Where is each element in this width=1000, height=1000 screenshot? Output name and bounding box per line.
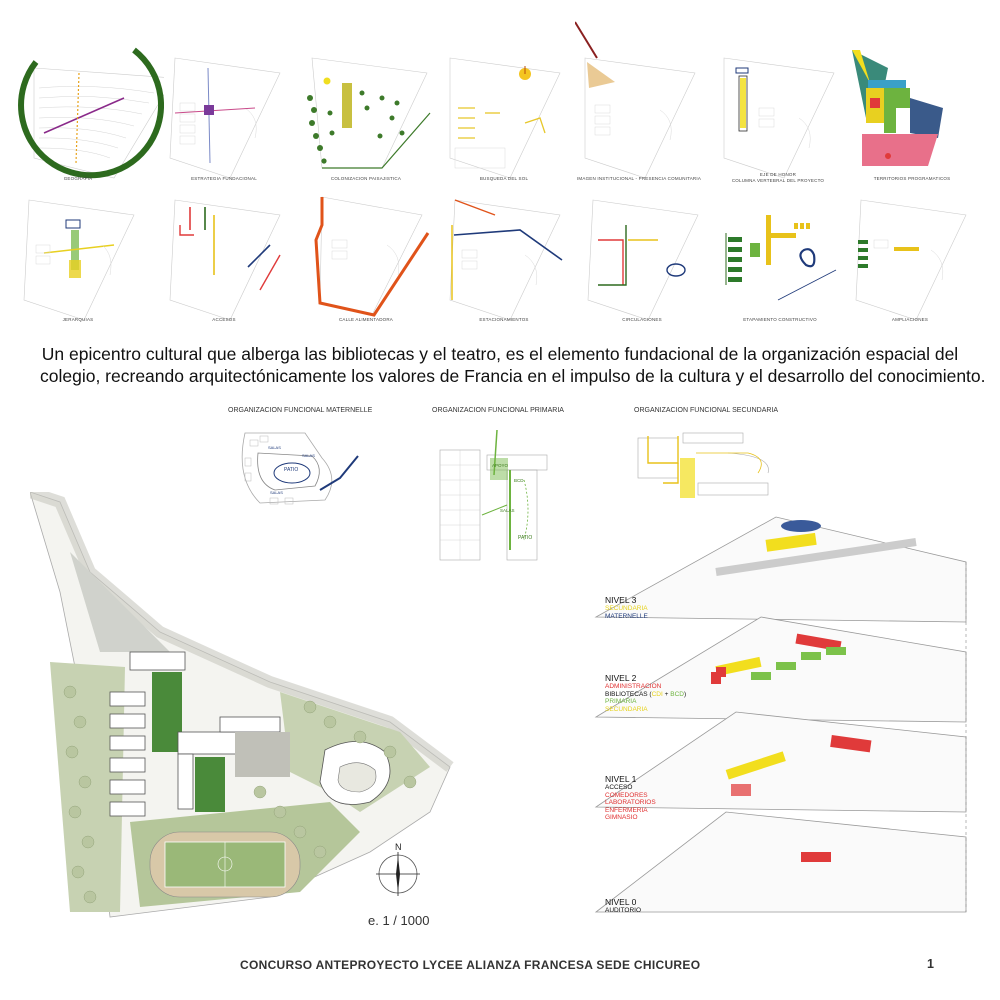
headline-line-2: colegio, recreando arquitectónicamente los valores de Francia en el impulso de la cultura y el desarrollo del conocimiento. [40, 366, 986, 386]
diagram-label: IMAGEN INSTITUCIONAL - PRESENCIA COMUNITARIA [576, 176, 702, 181]
level-name: NIVEL 3 [605, 595, 637, 605]
diagram-estrategia-fundacional [160, 38, 288, 188]
org-title-maternelle: ORGANIZACION FUNCIONAL MATERNELLE [228, 407, 373, 414]
plan-secundaria [628, 418, 788, 518]
legend-item-secundaria: SECUNDARIA [605, 605, 648, 612]
diagram-label: COLONIZACION PAISAJISTICA [330, 176, 402, 181]
salas-label: SALAS [268, 445, 281, 450]
patio-label: PATIO [284, 467, 299, 473]
diagram-label: CALLE ALIMENTADORA [338, 317, 394, 322]
salas-label: SALAS [302, 453, 315, 458]
diagram-imagen-institucional [575, 20, 703, 181]
diagram-label: ACCESOS [212, 317, 236, 322]
diagram-geografia [14, 38, 142, 188]
diagram-etapamiento-constructivo [716, 185, 844, 335]
diagram-label: ETAPAMIENTO CONSTRUCTIVO [743, 317, 817, 322]
legend-text: BIBLIOTECAS ( [605, 690, 652, 698]
diagram-label-secondary: COLUMNA VERTEBRAL DEL PROYECTO [731, 178, 825, 183]
diagram-label: GEOGRAFIA [63, 176, 93, 181]
salas-label: SALAS [500, 508, 515, 513]
page-number: 1 [927, 957, 934, 971]
diagram-jerarquias [14, 185, 142, 335]
diagram-circulaciones [578, 185, 706, 335]
salas-label: SALAS [270, 490, 283, 495]
diagram-colonizacion-paisajistica [302, 38, 430, 188]
diagram-label: TERRITORIOS PROGRAMATICOS [873, 176, 951, 181]
bcd-label: BCD [514, 478, 524, 483]
legend-item-primaria: PRIMARIA [605, 698, 637, 705]
legend-item-auditorio: AUDITORIO [605, 907, 641, 914]
legend-item-secundaria: SECUNDARIA [605, 705, 648, 713]
diagram-ampliaciones [846, 185, 974, 335]
diagram-label: ESTACIONAMIENTOS [479, 317, 529, 322]
legend-item-gimnasio: GIMNASIO [605, 814, 638, 821]
legend-text-plus: + [664, 690, 669, 698]
scale-label: e. 1 / 1000 [368, 913, 430, 928]
level-name: NIVEL 0 [605, 897, 637, 907]
level-3-legend [605, 596, 648, 620]
diagram-label: JERARQUIAS [62, 317, 94, 322]
legend-item-administracion: ADMINISTRACION [605, 683, 662, 690]
diagram-label: ESTRATEGIA FUNDACIONAL [191, 176, 257, 181]
diagram-label: BUSQUEDA DEL SOL [479, 176, 529, 181]
footer-title: CONCURSO ANTEPROYECTO LYCEE ALIANZA FRANCESA SEDE CHICUREO [240, 958, 701, 972]
diagram-calle-alimentadora [302, 185, 430, 335]
legend-item-maternelle: MATERNELLE [605, 612, 648, 620]
legend-item-bibliotecas [605, 691, 686, 699]
level-0-legend [605, 898, 641, 915]
apoyo-label: APOYO [492, 463, 509, 468]
diagram-territorios-programaticos [848, 38, 976, 188]
level-name: NIVEL 2 [605, 673, 637, 683]
north-arrow-icon [376, 852, 420, 896]
diagram-label: EJE DE HONOR [759, 172, 797, 177]
diagram-eje-de-honor [714, 38, 842, 188]
legend-item-comedores: COMEDORES [605, 791, 648, 799]
level-1-legend [605, 775, 656, 822]
headline-text [40, 343, 986, 387]
level-2-legend [605, 674, 686, 713]
diagram-busqueda-del-sol [440, 38, 568, 188]
org-title-primaria: ORGANIZACION FUNCIONAL PRIMARIA [432, 407, 564, 414]
headline-line-1: Un epicentro cultural que alberga las bibliotecas y el teatro, es el elemento fundacional de la organización espacial del [41, 344, 959, 364]
legend-item-acceso: ACCESO [605, 784, 633, 791]
legend-item-enfermeria: ENFERMERIA [605, 806, 648, 814]
legend-text-bcd: BCD [670, 690, 684, 698]
org-title-secundaria: ORGANIZACION FUNCIONAL SECUNDARIA [634, 407, 779, 414]
level-name: NIVEL 1 [605, 774, 637, 784]
diagram-accesos [160, 185, 288, 335]
patio-label: PATIO [518, 535, 533, 541]
diagram-label: AMPLIACIONES [891, 317, 929, 322]
diagram-label: CIRCULACIONES [622, 317, 662, 322]
axonometric-levels [586, 512, 976, 942]
legend-text-cdi: CDI [651, 690, 663, 698]
legend-item-laboratorios: LABORATORIOS [605, 799, 656, 806]
legend-text-close: ) [683, 690, 687, 698]
north-label: N [395, 842, 402, 852]
diagram-estacionamientos [440, 185, 568, 335]
